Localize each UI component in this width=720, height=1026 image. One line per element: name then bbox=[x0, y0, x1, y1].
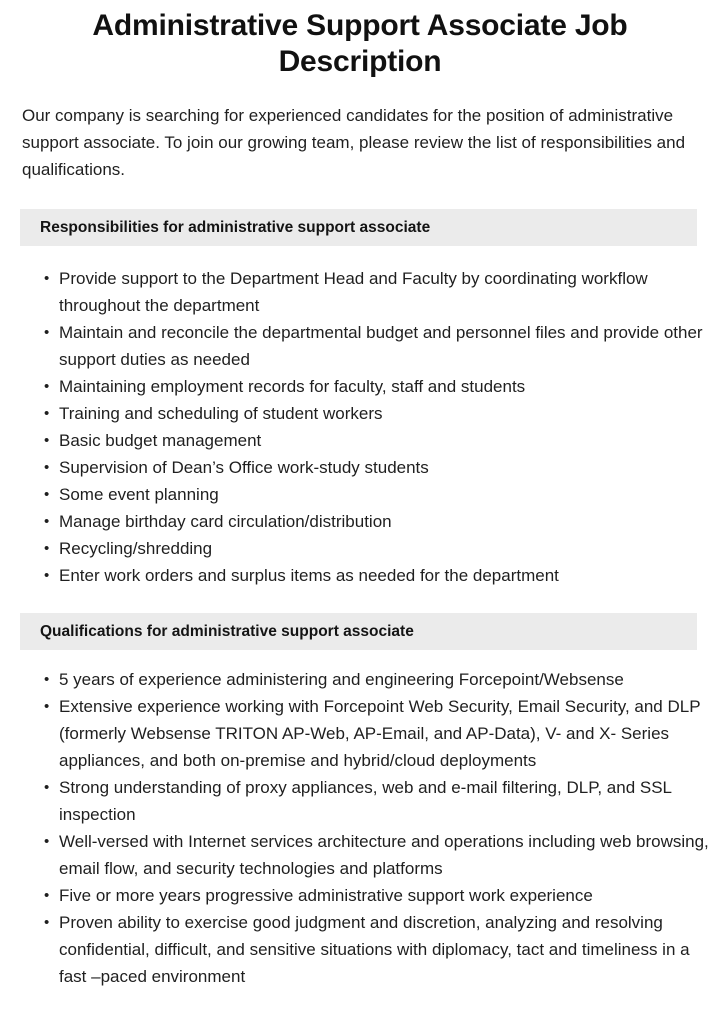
list-item: • Manage birthday card circulation/distribution bbox=[22, 508, 714, 535]
page-title: Administrative Support Associate Job Description bbox=[92, 9, 628, 78]
list-item: • Some event planning bbox=[22, 481, 714, 508]
list-item: • Maintain and reconcile the departmental budget and personnel files and provide other support duties as needed bbox=[22, 319, 714, 373]
section-header-qualifications: Qualifications for administrative support associate bbox=[20, 613, 697, 650]
list-item: • Strong understanding of proxy appliances, web and e-mail filtering, DLP, and SSL inspection bbox=[22, 774, 718, 828]
list-item: • Extensive experience working with Forcepoint Web Security, Email Security, and DLP (formerly Websense TRITON AP-Web, AP-Email, and AP-Data), V- and X- Series appliances, and both on-premise and hybrid/cloud deployments bbox=[22, 693, 718, 774]
list-item: • Maintaining employment records for faculty, staff and students bbox=[22, 373, 714, 400]
list-item: • 5 years of experience administering and engineering Forcepoint/Websense bbox=[22, 666, 718, 693]
list-item: • Enter work orders and surplus items as needed for the department bbox=[22, 562, 714, 589]
section-header-responsibilities: Responsibilities for administrative support associate bbox=[20, 209, 697, 246]
list-item: • Proven ability to exercise good judgment and discretion, analyzing and resolving confidential, difficult, and sensitive situations with diplomacy, tact and timeliness in a fast –paced environment bbox=[22, 909, 718, 990]
job-description-page bbox=[0, 8, 720, 1026]
intro-paragraph: Our company is searching for experienced candidates for the position of administrative support associate. To join our growing team, please review the list of responsibilities and qualifications. bbox=[22, 106, 686, 179]
responsibilities-list bbox=[22, 265, 714, 589]
section-responsibilities bbox=[0, 209, 720, 589]
list-item: • Recycling/shredding bbox=[22, 535, 714, 562]
page-bottom-spacer bbox=[0, 990, 720, 1026]
list-item: • Provide support to the Department Head and Faculty by coordinating workflow throughout the department bbox=[22, 265, 714, 319]
list-item: • Training and scheduling of student workers bbox=[22, 400, 714, 427]
qualifications-list bbox=[22, 666, 718, 990]
list-item: • Basic budget management bbox=[22, 427, 714, 454]
list-item: • Well-versed with Internet services architecture and operations including web browsing, email flow, and security technologies and platforms bbox=[22, 828, 718, 882]
section-qualifications bbox=[0, 613, 720, 990]
list-item: • Five or more years progressive administrative support work experience bbox=[22, 882, 718, 909]
list-item: • Supervision of Dean’s Office work-study students bbox=[22, 454, 714, 481]
